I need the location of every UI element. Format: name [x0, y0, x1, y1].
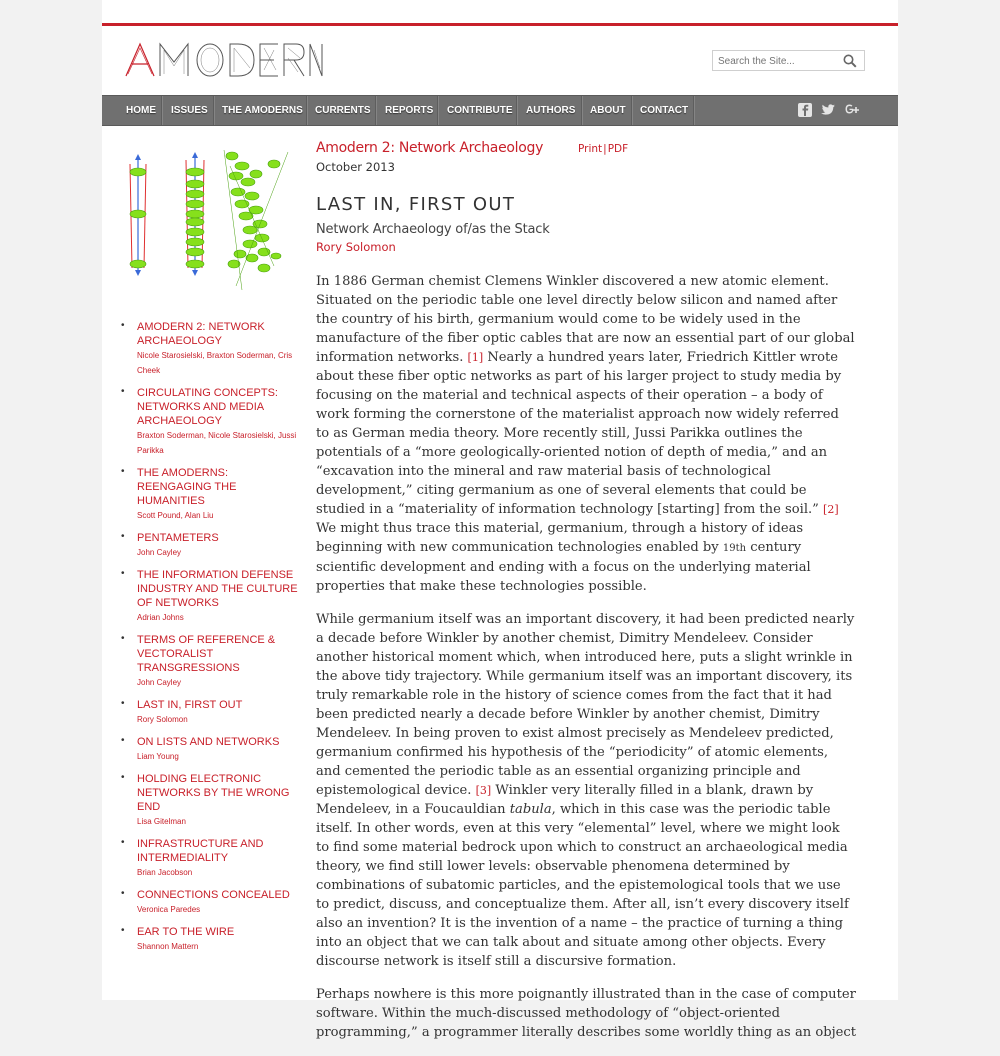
article-link[interactable]: • LAST IN, FIRST OUT: [137, 699, 243, 711]
article-authors: Braxton Soderman, Nicole Starosielski, Jussi Parikka: [137, 431, 297, 455]
article-link[interactable]: • PENTAMETERS: [137, 532, 219, 544]
stack-diagram-image: [124, 146, 292, 296]
nav-home[interactable]: HOME: [126, 105, 156, 116]
article-link[interactable]: • THE INFORMATION DEFENSE INDUSTRY AND THE CULTURE OF NETWORKS: [137, 569, 298, 609]
article-author-link[interactable]: Rory Solomon: [316, 240, 396, 254]
site-logo[interactable]: [124, 40, 324, 80]
article-authors: John Cayley: [137, 678, 182, 687]
main-nav: [102, 95, 898, 126]
list-item: [121, 320, 301, 378]
article-authors: Veronica Paredes: [137, 905, 201, 914]
paragraph-text: century scientific development and ending with a focus on the underlying material properties that make these technologies possible.: [316, 540, 811, 594]
nav-contact[interactable]: CONTACT: [640, 105, 689, 116]
nav-divider: [161, 96, 163, 125]
nav-currents[interactable]: CURRENTS: [315, 105, 371, 116]
list-item: [121, 837, 301, 880]
footnote-link[interactable]: [2]: [823, 503, 839, 516]
list-item: [121, 466, 301, 523]
paragraph-text: In 1886 German chemist Clemens Winkler discovered a new atomic element. Situated on the periodic table one level directly below silicon and named after the country of his birth, germanium would come to be widely used in the manufacture of the fiber optic cables that are now an essential part of our global information networks.: [316, 274, 855, 365]
sidebar-article-list: [121, 320, 301, 962]
paragraph: [316, 610, 856, 971]
nav-the-amoderns[interactable]: THE AMODERNS: [222, 105, 303, 116]
article-title: LAST IN, FIRST OUT: [316, 194, 516, 215]
nav-about[interactable]: ABOUT: [590, 105, 626, 116]
publication-date: October 2013: [316, 160, 395, 174]
article-subtitle: Network Archaeology of/as the Stack: [316, 222, 550, 237]
nav-issues[interactable]: ISSUES: [171, 105, 208, 116]
list-item: [121, 925, 301, 954]
article-authors: Shannon Mattern: [137, 942, 199, 951]
list-item: [121, 772, 301, 829]
nav-divider: [306, 96, 308, 125]
italic-term: tabula: [509, 802, 552, 817]
article-authors: Adrian Johns: [137, 613, 184, 622]
article-link[interactable]: • CONNECTIONS CONCEALED: [137, 889, 290, 901]
paragraph-text: Winkler very literally filled in a blank, drawn by Mendeleev, in a Foucauldian: [316, 783, 814, 817]
print-link[interactable]: Print: [578, 143, 603, 155]
list-item: [121, 698, 301, 727]
nav-divider: [631, 96, 633, 125]
nav-authors[interactable]: AUTHORS: [526, 105, 576, 116]
article-authors: Nicole Starosielski, Braxton Soderman, Cris Cheek: [137, 351, 293, 375]
list-item: [121, 386, 301, 458]
nav-divider: [375, 96, 377, 125]
century-text: 19th: [722, 543, 747, 554]
twitter-icon[interactable]: [820, 102, 836, 118]
article-authors: Scott Pound, Alan Liu: [137, 511, 214, 520]
article-authors: Brian Jacobson: [137, 868, 193, 877]
nav-reports[interactable]: REPORTS: [385, 105, 434, 116]
article-authors: John Cayley: [137, 548, 182, 557]
article-link[interactable]: • TERMS OF REFERENCE & VECTORALIST TRANSGRESSIONS: [137, 634, 276, 674]
paragraph-text: Nearly a hundred years later, Friedrich Kittler wrote about these fiber optic networks as part of his larger project to study media by focusing on the material and technical aspects of their operation – a body of work forming the cornerstone of the materialist approach now widely referred to as German media theory. More recently still, Jussi Parikka outlines the potentials of a “more geologically-oriented notion of depth of media,” and an “excavation into the mineral and raw material basis of technological development,” citing germanium as one of several elements that could be studied in a “materiality of information technology [starting] from the soil.”: [316, 350, 842, 517]
list-item: [121, 888, 301, 917]
article-link[interactable]: • AMODERN 2: NETWORK ARCHAEOLOGY: [137, 321, 265, 347]
nav-divider: [213, 96, 215, 125]
list-item: [121, 531, 301, 560]
article-header: [316, 140, 856, 254]
article-link[interactable]: • HOLDING ELECTRONIC NETWORKS BY THE WRONG END: [137, 773, 290, 813]
paragraph: [316, 272, 856, 596]
article-link[interactable]: • ON LISTS AND NETWORKS: [137, 736, 280, 748]
nav-divider: [516, 96, 518, 125]
search-input[interactable]: [718, 54, 838, 68]
list-item: [121, 568, 301, 625]
top-accent-bar: [102, 23, 898, 26]
nav-divider: [693, 96, 695, 125]
footnote-link[interactable]: [1]: [467, 351, 484, 364]
search-icon[interactable]: [843, 54, 857, 68]
search-box: [712, 50, 865, 71]
paragraph-text: Perhaps nowhere is this more poignantly illustrated than in the case of computer software. Within the much-discussed methodology of “object-oriented programming,” a programmer literally describes some worldly thing as an object: [316, 987, 857, 1040]
article-link[interactable]: • THE AMODERNS: REENGAGING THE HUMANITIES: [137, 467, 237, 507]
list-item: [121, 633, 301, 690]
article-body: [316, 272, 856, 1056]
page: [102, 0, 898, 1040]
paragraph-text: We might thus trace this material, germanium, through a history of ideas beginning with new communication technologies enabled by: [316, 521, 804, 555]
list-item: [121, 735, 301, 764]
paragraph: [316, 985, 856, 1042]
article-authors: Lisa Gitelman: [137, 817, 186, 826]
article-link[interactable]: • EAR TO THE WIRE: [137, 926, 235, 938]
link-separator: |: [603, 143, 607, 155]
paragraph-text: While germanium itself was an important discovery, it had been predicted nearly a decade before Winkler by another chemist, Dimitry Mendeleev. Consider another historical moment which, when introduced here, puts a slight wrinkle in the above tidy trajectory. While germanium itself was an important discovery, its truly remarkable role in the history of science comes from the fact that it had been predicted nearly a decade before Winkler by another chemist, Dimitry Mendeleev. In being proven to exist almost precisely as Mendeleev predicted, germanium confirmed his hypothesis of the “periodicity” of atomic elements, and cemented the periodic table as an essential organizing principle and epistemological device.: [316, 612, 855, 798]
nav-contribute[interactable]: CONTRIBUTE: [447, 105, 513, 116]
article-authors: Rory Solomon: [137, 715, 188, 724]
pdf-link[interactable]: PDF: [607, 143, 629, 155]
article-link[interactable]: • CIRCULATING CONCEPTS: NETWORKS AND MEDIA ARCHAEOLOGY: [137, 387, 278, 427]
footnote-link[interactable]: [3]: [475, 784, 492, 797]
google-plus-icon[interactable]: [844, 102, 860, 118]
paragraph-text: , which in this case was the periodic table itself. In other words, even at this very “elemental” level, where we might look to find some material bedrock upon which to construct an archaeological media theory, we find still lower levels: observable phenomena determined by combinations of subatomic particles, and the epistemological tools that we use to predict, discuss, and conceptualize them. After all, isn’t every discovery itself also an invention? It is the invention of a name – the practice of turning a thing into an object that we can talk about and situate among other objects. Every discourse network is itself still a discursive formation.: [316, 802, 849, 969]
article-link[interactable]: • INFRASTRUCTURE AND INTERMEDIALITY: [137, 838, 264, 864]
article-authors: Liam Young: [137, 752, 179, 761]
nav-divider: [437, 96, 439, 125]
facebook-icon[interactable]: [797, 102, 813, 118]
nav-divider: [581, 96, 583, 125]
issue-link[interactable]: Amodern 2: Network Archaeology: [316, 140, 544, 156]
